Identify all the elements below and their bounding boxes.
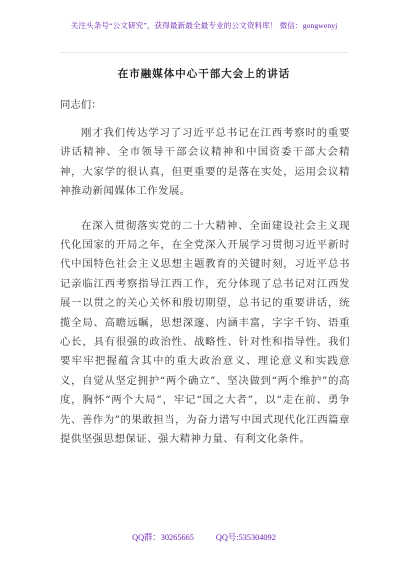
document-title: 在市融媒体中心干部大会上的讲话: [117, 68, 291, 80]
promo-header: [0, 8, 408, 60]
promo-header-text: 关注头条号“公文研究”，获得最新最全最专业的公文资料库！ 微信：gongwenyj: [70, 21, 338, 30]
qq-number-text: QQ号:535304092: [215, 533, 276, 542]
qq-group-text: QQ群：30265665: [132, 533, 194, 542]
document-body: [60, 124, 350, 465]
salutation: 同志们：: [60, 99, 102, 111]
header-divider: [60, 52, 348, 53]
paragraph: 刚才我们传达学习了习近平总书记在江西考察时的重要讲话精神、全市领导干部会议精神和中国资委干部大会精神，大家学的很认真，但更重要的是落在实处，运用会议精神推动新闻媒体工作发展。: [60, 127, 350, 198]
paragraph: 在深入贯彻落实党的二十大精神、全面建设社会主义现代化国家的开局之年，在全党深入开展学习贯彻习近平新时代中国特色社会主义思想主题教育的关键时刻，习近平总书记亲临江西考察指导江西工作，充分体现了总书记对江西发展一以贯之的关心关怀和殷切期望，总书记的重要讲话，统揽全局、高瞻远瞩，思想深邃、内涵丰富，字字千钧、语重心长，具有很强的政治性、战略性、针对性和指导性。我们要牢牢把握蕴含其中的重大政治意义、理论意义和实践意义，自觉从坚定拥护“两个确立”、坚决做到“两个维护”的高度，胸怀“两个大局”，牢记“国之大者”，以“走在前、勇争先、善作为”的果敢担当，为奋力谱写中国式现代化江西篇章提供坚强思想保证、强大精神力量、有利文化条件。: [60, 219, 350, 446]
promo-footer: [0, 531, 408, 543]
